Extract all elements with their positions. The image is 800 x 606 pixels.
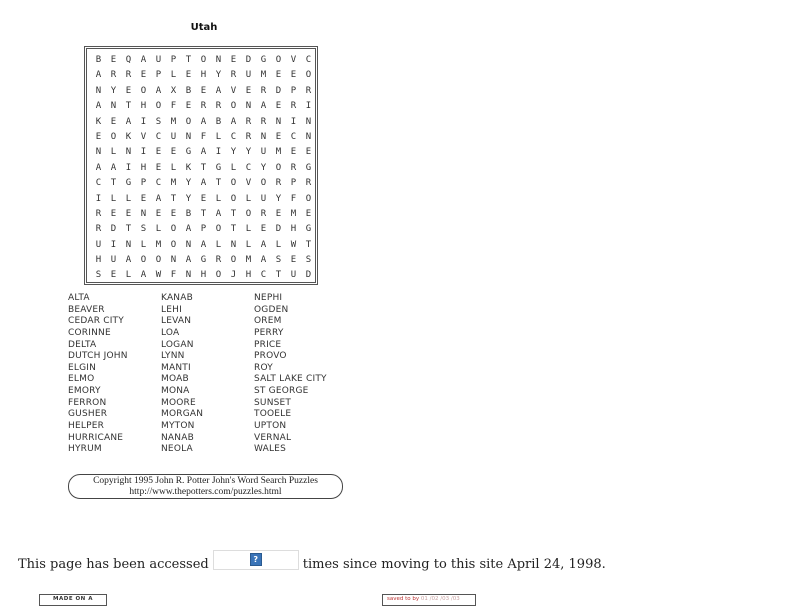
grid-letter: P: [155, 70, 162, 81]
word-item: MYTON: [161, 421, 195, 432]
grid-letter: C: [290, 131, 297, 142]
grid-letter: H: [290, 224, 297, 235]
word-column: [68, 293, 161, 456]
broken-image-icon: ?: [250, 553, 262, 566]
grid-letter: T: [200, 208, 207, 219]
word-item: OREM: [254, 316, 282, 327]
grid-letter: A: [155, 193, 162, 204]
grid-letter: L: [170, 162, 177, 173]
grid-letter: A: [185, 255, 192, 266]
word-item: KANAB: [161, 293, 193, 303]
grid-letter: D: [275, 85, 282, 96]
grid-letter: N: [95, 85, 102, 96]
grid-letter: F: [170, 270, 177, 281]
grid-letter: I: [305, 101, 312, 112]
grid-letter: R: [110, 70, 117, 81]
saved-badge-date: 01 /02 /03 /03: [420, 596, 460, 602]
grid-letter: N: [170, 255, 177, 266]
grid-letter: O: [140, 85, 147, 96]
grid-letter: I: [95, 193, 102, 204]
grid-letter: O: [110, 131, 117, 142]
grid-letter: O: [140, 255, 147, 266]
grid-letter: Y: [275, 193, 282, 204]
grid-letter: R: [95, 208, 102, 219]
grid-letter: E: [125, 85, 132, 96]
grid-letter: T: [230, 208, 237, 219]
grid-letter: O: [305, 193, 312, 204]
grid-letter: E: [110, 208, 117, 219]
word-item: SALT LAKE CITY: [254, 374, 327, 385]
grid-letter: B: [215, 116, 222, 127]
grid-letter: H: [95, 255, 102, 266]
word-column: [254, 293, 354, 456]
grid-letter: R: [260, 208, 267, 219]
grid-letter: V: [140, 131, 147, 142]
made-on-badge[interactable]: MADE ON A: [39, 594, 107, 606]
word-item: WALES: [254, 444, 286, 455]
grid-letter: R: [95, 224, 102, 235]
hit-counter: [213, 550, 299, 570]
grid-letter: E: [290, 147, 297, 158]
grid-letter: O: [230, 193, 237, 204]
grid-letter: A: [95, 162, 102, 173]
grid-letter: Y: [110, 85, 117, 96]
grid-letter: H: [140, 162, 147, 173]
word-item: HYRUM: [68, 444, 102, 455]
grid-letter: G: [305, 162, 312, 173]
grid-letter: I: [140, 147, 147, 158]
grid-letter: R: [305, 85, 312, 96]
grid-letter: U: [95, 239, 102, 250]
grid-letter: L: [110, 147, 117, 158]
grid-letter: L: [155, 224, 162, 235]
word-item: DUTCH JOHN: [68, 351, 128, 362]
grid-letter: L: [245, 239, 252, 250]
grid-letter: Y: [245, 147, 252, 158]
word-item: MANTI: [161, 362, 191, 373]
grid-letter: S: [95, 270, 102, 281]
grid-letter: N: [305, 116, 312, 127]
grid-letter: I: [290, 116, 297, 127]
grid-letter: O: [260, 178, 267, 189]
grid-letter: O: [230, 255, 237, 266]
grid-letter: U: [260, 147, 267, 158]
grid-letter: N: [140, 208, 147, 219]
grid-letter: R: [305, 178, 312, 189]
grid-letter: W: [290, 239, 297, 250]
word-item: PRICE: [254, 339, 282, 350]
saved-badge[interactable]: [382, 594, 476, 606]
word-item: FERRON: [68, 397, 107, 408]
grid-letter: S: [155, 116, 162, 127]
word-item: NEOLA: [161, 444, 193, 455]
grid-letter: A: [260, 101, 267, 112]
grid-letter: M: [290, 208, 297, 219]
grid-letter: O: [215, 224, 222, 235]
grid-letter: A: [95, 101, 102, 112]
grid-letter: M: [275, 147, 282, 158]
grid-letter: P: [290, 85, 297, 96]
grid-letter: E: [275, 101, 282, 112]
access-prefix: This page has been accessed: [18, 556, 209, 572]
grid-letter: B: [95, 55, 102, 65]
grid-letter: L: [215, 193, 222, 204]
grid-letter: N: [125, 239, 132, 250]
grid-letter: R: [125, 70, 132, 81]
grid-letter: N: [275, 116, 282, 127]
grid-letter: R: [290, 101, 297, 112]
grid-letter: G: [260, 55, 267, 65]
word-column: [161, 293, 254, 456]
grid-letter: N: [125, 147, 132, 158]
grid-letter: M: [170, 116, 177, 127]
puzzle-title: Utah: [190, 22, 218, 33]
word-item: MORGAN: [161, 409, 204, 420]
grid-letter: A: [95, 70, 102, 81]
word-item: VERNAL: [254, 432, 292, 443]
grid-letter: N: [110, 101, 117, 112]
grid-letter: R: [275, 178, 282, 189]
grid-letter: N: [245, 101, 252, 112]
grid-letter: A: [260, 255, 267, 266]
grid-letter: O: [200, 55, 207, 65]
grid-letter: O: [230, 178, 237, 189]
grid-letter: A: [215, 85, 222, 96]
grid-letter: E: [170, 147, 177, 158]
word-item: LEVAN: [161, 316, 192, 327]
grid-letter: P: [140, 178, 147, 189]
grid-letter: P: [170, 55, 177, 65]
word-item: ELGIN: [68, 362, 97, 373]
word-item: LEHI: [161, 304, 182, 315]
grid-letter: H: [200, 70, 207, 81]
grid-letter: V: [290, 55, 297, 65]
grid-letter: M: [245, 255, 252, 266]
grid-letter: A: [200, 147, 207, 158]
grid-letter: C: [155, 178, 162, 189]
word-item: MOORE: [161, 397, 196, 408]
word-item: ALTA: [68, 293, 90, 303]
grid-letter: L: [170, 70, 177, 81]
grid-letter: L: [110, 193, 117, 204]
grid-letter: Y: [185, 178, 192, 189]
grid-letter: O: [215, 270, 222, 281]
grid-letter: N: [305, 131, 312, 142]
grid-letter: M: [260, 70, 267, 81]
grid-letter: Y: [230, 147, 237, 158]
grid-letter: S: [275, 255, 282, 266]
grid-letter: E: [185, 101, 192, 112]
grid-letter: L: [245, 224, 252, 235]
word-item: HELPER: [68, 421, 105, 432]
grid-letter: E: [260, 224, 267, 235]
grid-letter: U: [155, 55, 162, 65]
grid-letter: F: [290, 193, 297, 204]
grid-letter: R: [245, 131, 252, 142]
grid-letter: E: [245, 85, 252, 96]
grid-letter: U: [245, 70, 252, 81]
word-item: SUNSET: [254, 397, 292, 408]
grid-letter: A: [200, 178, 207, 189]
grid-letter: P: [290, 178, 297, 189]
grid-letter: E: [155, 162, 162, 173]
grid-letter: E: [110, 116, 117, 127]
grid-letter: E: [230, 55, 237, 65]
grid-letter: U: [260, 193, 267, 204]
word-item: GUSHER: [68, 409, 108, 420]
grid-letter: E: [305, 208, 312, 219]
grid-letter: J: [230, 270, 237, 281]
grid-letter: D: [305, 270, 312, 281]
grid-letter: P: [200, 224, 207, 235]
grid-letter: O: [155, 101, 162, 112]
grid-letter: T: [305, 239, 312, 250]
grid-letter: I: [125, 162, 132, 173]
grid-letter: E: [290, 255, 297, 266]
grid-letter: T: [125, 101, 132, 112]
grid-letter: V: [230, 85, 237, 96]
copyright-box: [68, 474, 343, 499]
grid-letter: A: [110, 162, 117, 173]
grid-letter: H: [245, 270, 252, 281]
word-item: NEPHI: [254, 293, 283, 303]
grid-letter: K: [125, 131, 132, 142]
grid-letter: Y: [215, 70, 222, 81]
grid-letter: R: [260, 85, 267, 96]
grid-letter: G: [215, 162, 222, 173]
grid-letter: R: [290, 162, 297, 173]
word-item: UPTON: [254, 421, 287, 432]
grid-letter: C: [305, 55, 312, 65]
grid-letter: A: [155, 85, 162, 96]
grid-letter: D: [245, 55, 252, 65]
grid-letter: D: [275, 224, 282, 235]
grid-letter: O: [185, 116, 192, 127]
grid-letter: G: [305, 224, 312, 235]
grid-letter: N: [215, 55, 222, 65]
grid-letter: R: [245, 116, 252, 127]
word-item: MONA: [161, 386, 190, 397]
grid-letter: C: [260, 270, 267, 281]
word-item: PROVO: [254, 351, 287, 362]
word-item: LOGAN: [161, 339, 194, 350]
access-suffix: times since moving to this site April 24, 1998.: [302, 556, 606, 572]
grid-letter: V: [245, 178, 252, 189]
grid-letter: U: [170, 131, 177, 142]
grid-letter: G: [200, 255, 207, 266]
grid-letter: E: [140, 70, 147, 81]
grid-letter: N: [230, 239, 237, 250]
grid-letter: N: [185, 239, 192, 250]
copyright-url[interactable]: http://www.thepotters.com/puzzles.html: [129, 487, 282, 497]
word-item: CORINNE: [68, 327, 111, 338]
grid-letter: X: [170, 85, 177, 96]
grid-letter: D: [110, 224, 117, 235]
grid-letter: L: [125, 193, 132, 204]
grid-letter: E: [275, 208, 282, 219]
grid-letter: C: [245, 162, 252, 173]
grid-letter: C: [230, 131, 237, 142]
grid-letter: T: [275, 270, 282, 281]
word-item: MOAB: [161, 374, 189, 385]
grid-letter: T: [215, 178, 222, 189]
grid-letter: S: [305, 255, 312, 266]
grid-letter: E: [155, 208, 162, 219]
saved-badge-label: saved to by: [387, 596, 420, 602]
grid-letter: E: [200, 193, 207, 204]
grid-letter: I: [140, 116, 147, 127]
grid-letter: R: [230, 70, 237, 81]
grid-letter: N: [95, 147, 102, 158]
grid-letter: U: [110, 255, 117, 266]
grid-letter: E: [140, 193, 147, 204]
grid-letter: B: [185, 208, 192, 219]
grid-letter: O: [305, 70, 312, 81]
grid-letter: N: [185, 131, 192, 142]
grid-letter: Q: [125, 55, 132, 65]
grid-letter: I: [215, 147, 222, 158]
grid-letter: H: [200, 270, 207, 281]
grid-letter: A: [215, 208, 222, 219]
word-item: EMORY: [68, 386, 101, 397]
word-item: PERRY: [254, 327, 284, 338]
grid-letter: U: [290, 270, 297, 281]
grid-letter: A: [140, 270, 147, 281]
grid-letter: R: [215, 255, 222, 266]
grid-letter: W: [155, 270, 162, 281]
grid-letter: M: [155, 239, 162, 250]
word-item: NANAB: [161, 432, 194, 443]
grid-letter: A: [125, 116, 132, 127]
word-search-grid: [84, 46, 318, 285]
grid-letter: K: [95, 116, 102, 127]
grid-letter: E: [305, 147, 312, 158]
grid-letter: L: [215, 131, 222, 142]
word-item: OGDEN: [254, 304, 289, 315]
grid-letter: E: [185, 70, 192, 81]
grid-letter: E: [110, 55, 117, 65]
grid-letter: E: [170, 208, 177, 219]
grid-letter: E: [200, 85, 207, 96]
grid-letter: S: [140, 224, 147, 235]
grid-letter: T: [200, 162, 207, 173]
grid-letter: L: [125, 270, 132, 281]
grid-letter: H: [140, 101, 147, 112]
grid-letter: A: [260, 239, 267, 250]
grid-letter: G: [185, 147, 192, 158]
word-item: CEDAR CITY: [68, 316, 124, 327]
grid-letter: M: [170, 178, 177, 189]
word-item: LYNN: [161, 351, 185, 362]
grid-letter: E: [110, 270, 117, 281]
grid-letter: C: [155, 131, 162, 142]
grid-letter: Y: [260, 162, 267, 173]
grid-letter: F: [200, 131, 207, 142]
word-item: ELMO: [68, 374, 95, 385]
grid-letter: T: [185, 55, 192, 65]
grid-letter: R: [200, 101, 207, 112]
copyright-text: Copyright 1995 John R. Potter John's Word Search Puzzles: [93, 476, 318, 486]
word-list: [68, 293, 354, 456]
grid-letter: B: [185, 85, 192, 96]
grid-letter: T: [110, 178, 117, 189]
grid-letter: O: [245, 208, 252, 219]
grid-letter: E: [275, 131, 282, 142]
grid-letter: N: [185, 270, 192, 281]
grid-letter: R: [260, 116, 267, 127]
grid-letter: O: [170, 239, 177, 250]
word-item: LOA: [161, 327, 180, 338]
grid-letter: A: [200, 116, 207, 127]
word-item: ROY: [254, 362, 273, 373]
word-item: HURRICANE: [68, 432, 124, 443]
grid-letter: O: [275, 55, 282, 65]
grid-letter: T: [170, 193, 177, 204]
grid-letter: C: [95, 178, 102, 189]
grid-letter: A: [185, 224, 192, 235]
grid-letter: O: [275, 162, 282, 173]
grid-letter: K: [185, 162, 192, 173]
grid-letter: L: [230, 162, 237, 173]
grid-letter: Y: [185, 193, 192, 204]
grid-letter: L: [140, 239, 147, 250]
word-item: ST GEORGE: [254, 386, 309, 397]
word-item: BEAVER: [68, 304, 105, 315]
grid-letter: O: [170, 224, 177, 235]
grid-letter: A: [200, 239, 207, 250]
grid-letter: A: [125, 255, 132, 266]
grid-letter: L: [215, 239, 222, 250]
word-item: TOOELE: [254, 409, 292, 420]
grid-cells: [91, 53, 316, 284]
grid-letter: T: [125, 224, 132, 235]
word-item: DELTA: [68, 339, 97, 350]
grid-letter: A: [140, 55, 147, 65]
grid-letter: E: [275, 70, 282, 81]
grid-letter: R: [215, 101, 222, 112]
grid-letter: G: [125, 178, 132, 189]
grid-letter: L: [245, 193, 252, 204]
grid-letter: L: [275, 239, 282, 250]
grid-letter: E: [155, 147, 162, 158]
grid-letter: F: [170, 101, 177, 112]
grid-letter: A: [230, 116, 237, 127]
access-counter-line: [18, 554, 606, 574]
grid-letter: E: [125, 208, 132, 219]
grid-letter: N: [260, 131, 267, 142]
grid-letter: E: [290, 70, 297, 81]
grid-letter: I: [110, 239, 117, 250]
grid-letter: T: [230, 224, 237, 235]
grid-letter: O: [155, 255, 162, 266]
grid-letter: O: [230, 101, 237, 112]
grid-letter: E: [95, 131, 102, 142]
